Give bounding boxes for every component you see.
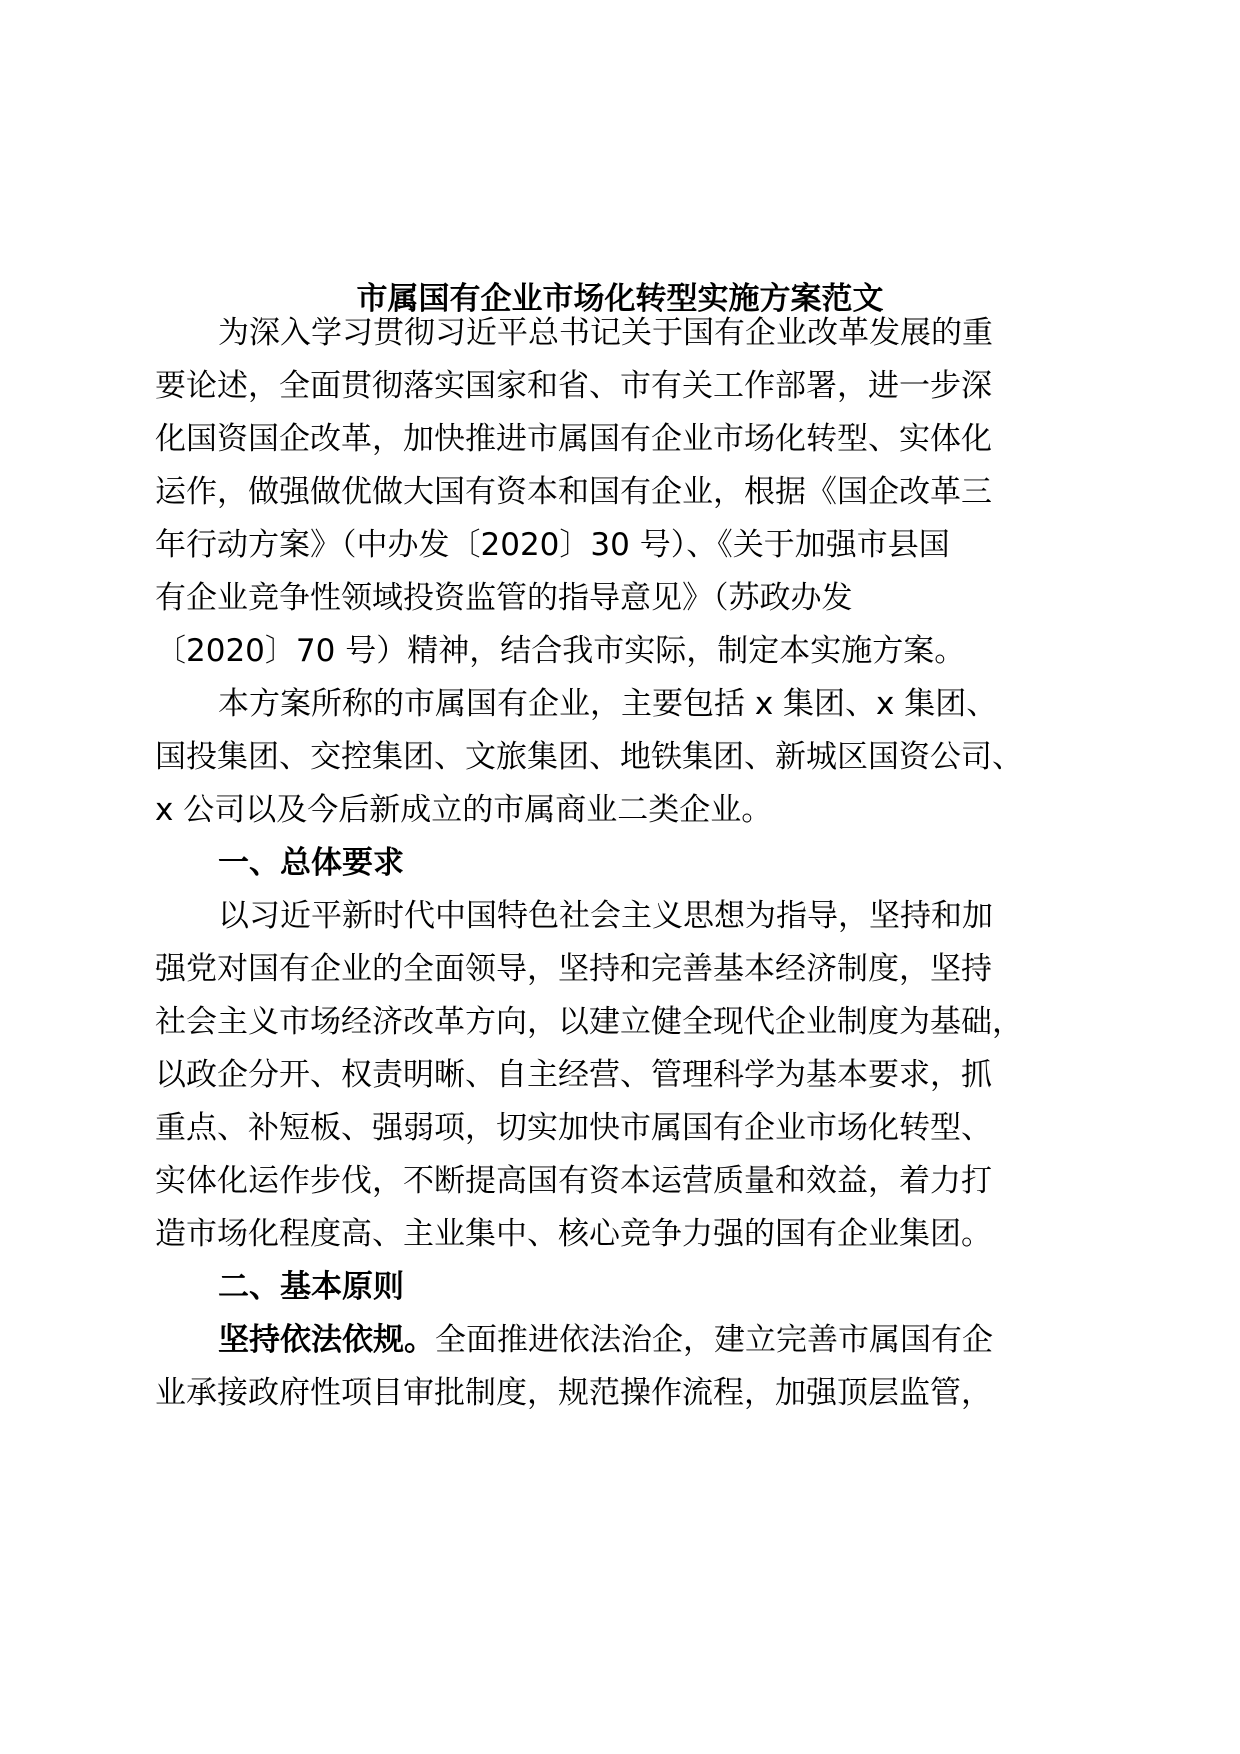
paragraph-line: 〔2020〕70 号）精神，结合我市实际，制定本实施方案。 [155, 633, 966, 669]
paragraph-line: 化国资国企改革，加快推进市属国有企业市场化转型、实体化 [155, 421, 992, 457]
section-heading: 一、总体要求 [218, 845, 404, 881]
paragraph-line: 重点、补短板、强弱项，切实加快市属国有企业市场化转型、 [155, 1110, 992, 1146]
paragraph-line: 运作，做强做优做大国有资本和国有企业，根据《国企改革三 [155, 474, 992, 510]
section-heading: 二、基本原则 [218, 1269, 404, 1305]
paragraph-line [218, 1317, 993, 1363]
principle-text: 全面推进依法治企，建立完善市属国有企 [435, 1322, 993, 1358]
paragraph-line: 造市场化程度高、主业集中、核心竞争力强的国有企业集团。 [155, 1216, 992, 1252]
paragraph-line: x 公司以及今后新成立的市属商业二类企业。 [155, 792, 773, 828]
paragraph-line: 为深入学习贯彻习近平总书记关于国有企业改革发展的重 [218, 315, 993, 351]
principle-title: 坚持依法依规。 [218, 1322, 435, 1358]
paragraph-line: 实体化运作步伐，不断提高国有资本运营质量和效益，着力打 [155, 1163, 992, 1199]
paragraph-line: 以政企分开、权责明晰、自主经营、管理科学为基本要求，抓 [155, 1057, 992, 1093]
paragraph-line: 业承接政府性项目审批制度，规范操作流程，加强顶层监管， [155, 1375, 992, 1411]
paragraph-line: 年行动方案》（中办发〔2020〕30 号）、《关于加强市县国 [155, 527, 950, 563]
paragraph-line: 要论述，全面贯彻落实国家和省、市有关工作部署，进一步深 [155, 368, 992, 404]
paragraph-line: 国投集团、交控集团、文旅集团、地铁集团、新城区国资公司、 [155, 739, 1023, 775]
paragraph-line: 本方案所称的市属国有企业，主要包括 x 集团、x 集团、 [218, 686, 998, 722]
document-title: 市属国有企业市场化转型实施方案范文 [356, 281, 884, 317]
paragraph-line: 有企业竞争性领域投资监管的指导意见》（苏政办发 [155, 580, 853, 616]
paragraph-line: 强党对国有企业的全面领导，坚持和完善基本经济制度，坚持 [155, 951, 992, 987]
paragraph-line: 以习近平新时代中国特色社会主义思想为指导，坚持和加 [218, 898, 993, 934]
paragraph-line: 社会主义市场经济改革方向，以建立健全现代企业制度为基础， [155, 1004, 1023, 1040]
